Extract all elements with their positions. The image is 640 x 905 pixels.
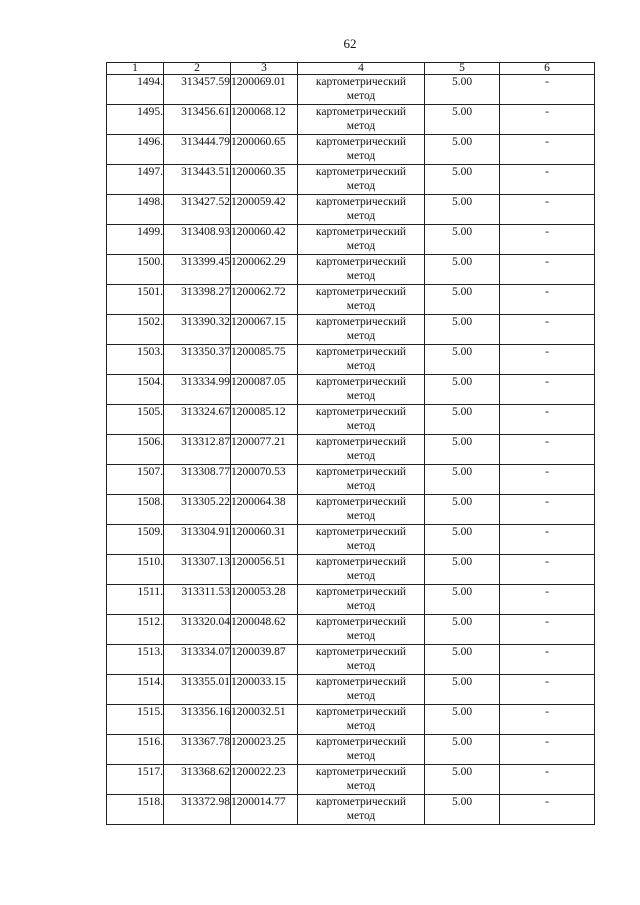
method-cell: картометрический метод — [298, 555, 425, 585]
note-cell: - — [500, 735, 595, 765]
table-row — [107, 555, 595, 585]
method-cell: картометрический метод — [298, 465, 425, 495]
point-number-cell: 1509. — [107, 525, 164, 555]
note-cell: - — [500, 615, 595, 645]
point-number-cell: 1496. — [107, 135, 164, 165]
table-body — [107, 75, 595, 825]
x-coordinate-cell: 313350.37 — [164, 345, 231, 375]
y-coordinate-cell: 1200067.15 — [231, 315, 298, 345]
point-number-cell: 1508. — [107, 495, 164, 525]
note-cell: - — [500, 75, 595, 105]
accuracy-cell: 5.00 — [425, 435, 500, 465]
y-coordinate-cell: 1200032.51 — [231, 705, 298, 735]
table-row — [107, 435, 595, 465]
note-cell: - — [500, 465, 595, 495]
method-cell: картометрический метод — [298, 135, 425, 165]
note-cell: - — [500, 315, 595, 345]
accuracy-cell: 5.00 — [425, 315, 500, 345]
accuracy-cell: 5.00 — [425, 645, 500, 675]
point-number-cell: 1510. — [107, 555, 164, 585]
y-coordinate-cell: 1200087.05 — [231, 375, 298, 405]
table-row — [107, 765, 595, 795]
table-row — [107, 375, 595, 405]
y-coordinate-cell: 1200085.75 — [231, 345, 298, 375]
note-cell: - — [500, 165, 595, 195]
column-header: 4 — [298, 63, 425, 75]
method-cell: картометрический метод — [298, 645, 425, 675]
point-number-cell: 1498. — [107, 195, 164, 225]
method-cell: картометрический метод — [298, 105, 425, 135]
column-header: 5 — [425, 63, 500, 75]
method-cell: картометрический метод — [298, 795, 425, 825]
note-cell: - — [500, 765, 595, 795]
y-coordinate-cell: 1200064.38 — [231, 495, 298, 525]
y-coordinate-cell: 1200023.25 — [231, 735, 298, 765]
accuracy-cell: 5.00 — [425, 405, 500, 435]
point-number-cell: 1512. — [107, 615, 164, 645]
note-cell: - — [500, 585, 595, 615]
table-row — [107, 255, 595, 285]
table-row — [107, 615, 595, 645]
point-number-cell: 1513. — [107, 645, 164, 675]
table-row — [107, 195, 595, 225]
method-cell: картометрический метод — [298, 225, 425, 255]
x-coordinate-cell: 313398.27 — [164, 285, 231, 315]
note-cell: - — [500, 135, 595, 165]
method-cell: картометрический метод — [298, 345, 425, 375]
x-coordinate-cell: 313324.67 — [164, 405, 231, 435]
column-header: 2 — [164, 63, 231, 75]
y-coordinate-cell: 1200062.29 — [231, 255, 298, 285]
note-cell: - — [500, 645, 595, 675]
note-cell: - — [500, 225, 595, 255]
y-coordinate-cell: 1200069.01 — [231, 75, 298, 105]
method-cell: картометрический метод — [298, 735, 425, 765]
point-number-cell: 1506. — [107, 435, 164, 465]
method-cell: картометрический метод — [298, 615, 425, 645]
method-cell: картометрический метод — [298, 765, 425, 795]
x-coordinate-cell: 313372.98 — [164, 795, 231, 825]
accuracy-cell: 5.00 — [425, 285, 500, 315]
point-number-cell: 1515. — [107, 705, 164, 735]
x-coordinate-cell: 313304.91 — [164, 525, 231, 555]
accuracy-cell: 5.00 — [425, 165, 500, 195]
point-number-cell: 1500. — [107, 255, 164, 285]
x-coordinate-cell: 313427.52 — [164, 195, 231, 225]
y-coordinate-cell: 1200033.15 — [231, 675, 298, 705]
note-cell: - — [500, 795, 595, 825]
table-row — [107, 465, 595, 495]
note-cell: - — [500, 345, 595, 375]
note-cell: - — [500, 555, 595, 585]
accuracy-cell: 5.00 — [425, 525, 500, 555]
accuracy-cell: 5.00 — [425, 555, 500, 585]
x-coordinate-cell: 313390.32 — [164, 315, 231, 345]
y-coordinate-cell: 1200060.42 — [231, 225, 298, 255]
method-cell: картометрический метод — [298, 195, 425, 225]
note-cell: - — [500, 405, 595, 435]
accuracy-cell: 5.00 — [425, 705, 500, 735]
accuracy-cell: 5.00 — [425, 345, 500, 375]
x-coordinate-cell: 313399.45 — [164, 255, 231, 285]
x-coordinate-cell: 313311.53 — [164, 585, 231, 615]
table-row — [107, 225, 595, 255]
method-cell: картометрический метод — [298, 315, 425, 345]
point-number-cell: 1511. — [107, 585, 164, 615]
table-row — [107, 105, 595, 135]
table-row — [107, 495, 595, 525]
table-row — [107, 735, 595, 765]
accuracy-cell: 5.00 — [425, 375, 500, 405]
method-cell: картометрический метод — [298, 255, 425, 285]
page-number: 62 — [343, 36, 357, 51]
y-coordinate-cell: 1200085.12 — [231, 405, 298, 435]
y-coordinate-cell: 1200022.23 — [231, 765, 298, 795]
table-row — [107, 705, 595, 735]
table-row — [107, 75, 595, 105]
point-number-cell: 1517. — [107, 765, 164, 795]
accuracy-cell: 5.00 — [425, 105, 500, 135]
point-number-cell: 1499. — [107, 225, 164, 255]
y-coordinate-cell: 1200056.51 — [231, 555, 298, 585]
method-cell: картометрический метод — [298, 165, 425, 195]
y-coordinate-cell: 1200059.42 — [231, 195, 298, 225]
note-cell: - — [500, 675, 595, 705]
point-number-cell: 1501. — [107, 285, 164, 315]
y-coordinate-cell: 1200070.53 — [231, 465, 298, 495]
method-cell: картометрический метод — [298, 525, 425, 555]
x-coordinate-cell: 313356.16 — [164, 705, 231, 735]
point-number-cell: 1497. — [107, 165, 164, 195]
x-coordinate-cell: 313355.01 — [164, 675, 231, 705]
y-coordinate-cell: 1200077.21 — [231, 435, 298, 465]
method-cell: картометрический метод — [298, 435, 425, 465]
point-number-cell: 1495. — [107, 105, 164, 135]
y-coordinate-cell: 1200060.31 — [231, 525, 298, 555]
method-cell: картометрический метод — [298, 585, 425, 615]
y-coordinate-cell: 1200060.65 — [231, 135, 298, 165]
accuracy-cell: 5.00 — [425, 495, 500, 525]
note-cell: - — [500, 495, 595, 525]
point-number-cell: 1518. — [107, 795, 164, 825]
table-row — [107, 345, 595, 375]
table-row — [107, 405, 595, 435]
table-row — [107, 285, 595, 315]
accuracy-cell: 5.00 — [425, 795, 500, 825]
accuracy-cell: 5.00 — [425, 195, 500, 225]
x-coordinate-cell: 313334.07 — [164, 645, 231, 675]
point-number-cell: 1502. — [107, 315, 164, 345]
point-number-cell: 1505. — [107, 405, 164, 435]
table-row — [107, 135, 595, 165]
note-cell: - — [500, 525, 595, 555]
y-coordinate-cell: 1200053.28 — [231, 585, 298, 615]
x-coordinate-cell: 313456.61 — [164, 105, 231, 135]
note-cell: - — [500, 195, 595, 225]
point-number-cell: 1503. — [107, 345, 164, 375]
x-coordinate-cell: 313443.51 — [164, 165, 231, 195]
method-cell: картометрический метод — [298, 75, 425, 105]
coordinates-table — [106, 62, 595, 825]
accuracy-cell: 5.00 — [425, 585, 500, 615]
table-row — [107, 585, 595, 615]
column-header: 6 — [500, 63, 595, 75]
note-cell: - — [500, 285, 595, 315]
accuracy-cell: 5.00 — [425, 255, 500, 285]
x-coordinate-cell: 313312.87 — [164, 435, 231, 465]
x-coordinate-cell: 313307.13 — [164, 555, 231, 585]
note-cell: - — [500, 435, 595, 465]
method-cell: картометрический метод — [298, 375, 425, 405]
accuracy-cell: 5.00 — [425, 765, 500, 795]
y-coordinate-cell: 1200060.35 — [231, 165, 298, 195]
x-coordinate-cell: 313368.62 — [164, 765, 231, 795]
table-row — [107, 645, 595, 675]
accuracy-cell: 5.00 — [425, 735, 500, 765]
x-coordinate-cell: 313308.77 — [164, 465, 231, 495]
x-coordinate-cell: 313305.22 — [164, 495, 231, 525]
column-header: 3 — [231, 63, 298, 75]
x-coordinate-cell: 313408.93 — [164, 225, 231, 255]
point-number-cell: 1504. — [107, 375, 164, 405]
y-coordinate-cell: 1200062.72 — [231, 285, 298, 315]
point-number-cell: 1514. — [107, 675, 164, 705]
table-row — [107, 315, 595, 345]
method-cell: картометрический метод — [298, 495, 425, 525]
accuracy-cell: 5.00 — [425, 135, 500, 165]
x-coordinate-cell: 313320.04 — [164, 615, 231, 645]
table-row — [107, 675, 595, 705]
table-row — [107, 165, 595, 195]
accuracy-cell: 5.00 — [425, 75, 500, 105]
note-cell: - — [500, 705, 595, 735]
accuracy-cell: 5.00 — [425, 225, 500, 255]
method-cell: картометрический метод — [298, 405, 425, 435]
point-number-cell: 1516. — [107, 735, 164, 765]
method-cell: картометрический метод — [298, 705, 425, 735]
y-coordinate-cell: 1200039.87 — [231, 645, 298, 675]
accuracy-cell: 5.00 — [425, 675, 500, 705]
method-cell: картометрический метод — [298, 675, 425, 705]
column-header: 1 — [107, 63, 164, 75]
table-header-row — [107, 63, 595, 75]
y-coordinate-cell: 1200048.62 — [231, 615, 298, 645]
accuracy-cell: 5.00 — [425, 615, 500, 645]
table-row — [107, 795, 595, 825]
x-coordinate-cell: 313367.78 — [164, 735, 231, 765]
x-coordinate-cell: 313457.59 — [164, 75, 231, 105]
x-coordinate-cell: 313334.99 — [164, 375, 231, 405]
point-number-cell: 1507. — [107, 465, 164, 495]
x-coordinate-cell: 313444.79 — [164, 135, 231, 165]
table-row — [107, 525, 595, 555]
note-cell: - — [500, 255, 595, 285]
note-cell: - — [500, 105, 595, 135]
method-cell: картометрический метод — [298, 285, 425, 315]
accuracy-cell: 5.00 — [425, 465, 500, 495]
note-cell: - — [500, 375, 595, 405]
y-coordinate-cell: 1200014.77 — [231, 795, 298, 825]
point-number-cell: 1494. — [107, 75, 164, 105]
y-coordinate-cell: 1200068.12 — [231, 105, 298, 135]
